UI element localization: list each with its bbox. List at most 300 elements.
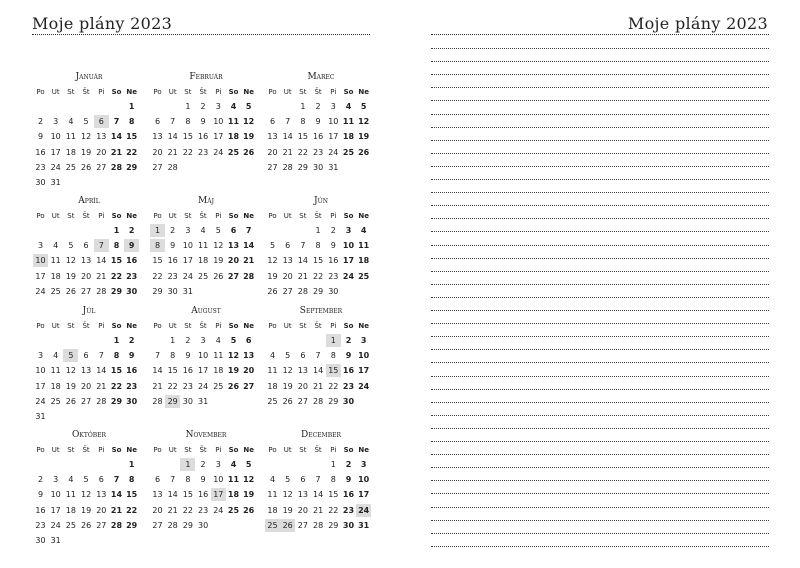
weekday-header: So <box>343 212 354 220</box>
day-cell: 2 <box>128 226 135 235</box>
day-cell: 2 <box>128 336 135 345</box>
day-cell: 9 <box>315 117 321 127</box>
weekday-header: Ne <box>126 446 137 454</box>
note-line <box>431 415 769 416</box>
day-cell: 15 <box>110 366 123 376</box>
day-cell: 13 <box>81 366 92 376</box>
day-cell: 28 <box>313 520 324 530</box>
day-cell: 22 <box>126 505 138 515</box>
day-cell: 6 <box>98 475 104 485</box>
day-cell: 29 <box>328 520 339 530</box>
weekday-header: St <box>184 446 192 454</box>
day-cell: 2 <box>345 336 352 345</box>
weekday-header: St <box>299 88 307 96</box>
day-cell: 14 <box>110 490 123 500</box>
day-cell: 2 <box>37 117 44 127</box>
day-cell: 27 <box>96 520 107 530</box>
day-cell: 28 <box>282 162 293 172</box>
day-cell: 28 <box>96 396 107 406</box>
day-cell: 2 <box>345 460 352 469</box>
day-cell: 23 <box>313 147 324 157</box>
day-cell: 12 <box>282 366 293 376</box>
weekday-header: Po <box>153 322 162 330</box>
day-cell: 14 <box>167 490 178 500</box>
day-cell: 20 <box>227 256 240 266</box>
day-cell: 10 <box>182 241 193 251</box>
day-cell: 1 <box>185 102 191 111</box>
day-cell: 26 <box>227 381 240 391</box>
day-cell: 17 <box>328 132 339 142</box>
weekday-header: St <box>184 212 192 220</box>
day-cell: 11 <box>65 132 76 142</box>
day-cell: 30 <box>342 520 355 530</box>
day-cell: 22 <box>110 271 123 281</box>
weekday-header: Ne <box>126 88 137 96</box>
day-cell: 24 <box>328 147 339 157</box>
day-cell: 4 <box>230 102 237 111</box>
day-cell: 14 <box>243 241 255 251</box>
day-cell: 18 <box>50 381 61 391</box>
day-cell: 8 <box>300 117 306 127</box>
day-cell: 14 <box>313 366 324 376</box>
day-cell: 6 <box>269 117 276 127</box>
day-cell: 8 <box>128 117 135 127</box>
weekday-header: Št <box>314 322 322 330</box>
weekday-header: Ne <box>126 322 137 330</box>
note-line <box>431 349 769 350</box>
day-cell: 29 <box>313 286 324 296</box>
note-line <box>431 441 769 442</box>
weekday-header: Ne <box>358 322 369 330</box>
day-cell: 19 <box>267 271 278 281</box>
day-cell: 22 <box>182 147 193 157</box>
note-line <box>431 493 769 494</box>
day-cell: 11 <box>227 475 240 485</box>
day-cell: 9 <box>330 241 336 251</box>
note-line <box>431 467 769 468</box>
day-cell: 25 <box>198 271 209 281</box>
weekday-header: Št <box>314 446 322 454</box>
weekday-header: Po <box>153 212 162 220</box>
day-cell: 5 <box>285 351 291 361</box>
weekday-header: St <box>67 446 75 454</box>
weekday-header: Pi <box>330 212 337 220</box>
day-cell: 28 <box>96 286 107 296</box>
day-cell: 23 <box>126 271 138 281</box>
day-cell: 11 <box>65 490 76 500</box>
day-cell: 15 <box>110 256 123 266</box>
weekday-header: St <box>67 88 75 96</box>
day-cell: 4 <box>269 351 276 361</box>
day-cell: 20 <box>81 271 92 281</box>
weekday-header: Ne <box>243 446 254 454</box>
day-cell: 1 <box>315 226 321 235</box>
day-cell: 12 <box>81 132 92 142</box>
day-cell: 4 <box>345 102 352 111</box>
day-cell: 7 <box>170 117 176 127</box>
day-cell: 11 <box>358 241 370 251</box>
day-cell: 8 <box>315 241 321 251</box>
note-line <box>431 428 769 429</box>
day-cell: 23 <box>35 520 46 530</box>
day-cell: 5 <box>230 336 237 345</box>
weekday-header: Po <box>36 88 45 96</box>
month-name: Marec <box>307 72 335 82</box>
weekday-header: So <box>111 446 122 454</box>
day-cell: 15 <box>326 364 341 377</box>
note-line <box>431 323 769 324</box>
day-cell: 21 <box>110 147 123 157</box>
day-cell: 29 <box>152 286 163 296</box>
day-cell: 22 <box>167 381 178 391</box>
day-cell: 25 <box>267 396 278 406</box>
day-cell: 21 <box>167 505 178 515</box>
day-cell: 5 <box>360 102 367 111</box>
note-line <box>431 310 769 311</box>
weekday-header: Pi <box>215 322 222 330</box>
day-cell: 15 <box>182 132 193 142</box>
month-name: August <box>191 306 221 316</box>
day-cell: 6 <box>154 117 161 127</box>
weekday-header: Ut <box>168 212 177 220</box>
day-cell: 11 <box>342 117 355 127</box>
weekday-header: Ut <box>283 88 292 96</box>
day-cell: 2 <box>185 336 191 345</box>
day-cell: 31 <box>328 162 339 172</box>
day-cell: 16 <box>126 256 138 266</box>
weekday-header: Pi <box>98 88 105 96</box>
day-cell: 21 <box>243 256 255 266</box>
day-cell: 1 <box>300 102 306 111</box>
day-cell: 16 <box>328 256 339 266</box>
weekday-header: Ut <box>168 322 177 330</box>
day-cell: 18 <box>267 381 278 391</box>
day-cell: 3 <box>215 102 221 111</box>
month-name: Január <box>75 72 103 82</box>
weekday-header: So <box>228 446 239 454</box>
weekday-header: Po <box>268 88 277 96</box>
day-cell: 19 <box>243 132 255 142</box>
day-cell: 21 <box>297 271 308 281</box>
day-cell: 24 <box>358 505 370 515</box>
day-cell: 4 <box>68 117 74 127</box>
day-cell: 8 <box>128 475 135 485</box>
day-cell: 7 <box>94 239 109 252</box>
weekday-header: Ne <box>126 212 137 220</box>
note-line <box>431 100 769 101</box>
weekday-header: Pi <box>98 212 105 220</box>
day-cell: 17 <box>35 381 46 391</box>
day-cell: 10 <box>328 117 339 127</box>
month-name: Február <box>189 72 223 82</box>
day-cell: 11 <box>50 256 61 266</box>
day-cell: 18 <box>227 132 240 142</box>
weekday-header: St <box>184 88 192 96</box>
day-cell: 24 <box>182 271 193 281</box>
weekday-header: So <box>228 322 239 330</box>
day-cell: 3 <box>345 226 352 235</box>
day-cell: 17 <box>342 256 355 266</box>
day-cell: 13 <box>297 366 308 376</box>
weekday-header: Št <box>82 212 90 220</box>
day-cell: 7 <box>315 475 321 485</box>
day-cell: 8 <box>113 241 120 251</box>
day-cell: 1 <box>113 226 120 235</box>
month-name: Apríl <box>78 196 100 206</box>
day-cell: 28 <box>110 162 123 172</box>
weekday-header: Pi <box>215 212 222 220</box>
day-cell: 16 <box>198 490 209 500</box>
day-cell: 29 <box>297 162 308 172</box>
day-cell: 1 <box>330 460 336 469</box>
day-cell: 10 <box>213 117 224 127</box>
day-cell: 4 <box>230 460 237 469</box>
day-cell: 1 <box>128 460 135 469</box>
day-cell: 8 <box>330 475 336 485</box>
day-cell: 17 <box>198 366 209 376</box>
weekday-header: St <box>299 446 307 454</box>
day-cell: 15 <box>126 490 138 500</box>
day-cell: 5 <box>83 475 89 485</box>
day-cell: 28 <box>297 286 308 296</box>
note-line <box>431 87 769 88</box>
day-cell: 30 <box>198 520 209 530</box>
day-cell: 27 <box>267 162 278 172</box>
month-name: Jún <box>314 196 328 206</box>
day-cell: 31 <box>35 412 46 421</box>
day-cell: 19 <box>227 366 240 376</box>
note-line <box>431 140 769 141</box>
day-cell: 2 <box>170 226 176 235</box>
day-cell: 30 <box>35 178 46 187</box>
day-cell: 17 <box>50 505 61 515</box>
day-cell: 10 <box>33 254 48 267</box>
day-cell: 3 <box>200 336 206 345</box>
day-cell: 20 <box>96 505 107 515</box>
day-cell: 24 <box>358 381 370 391</box>
day-cell: 21 <box>152 381 163 391</box>
weekday-header: Ut <box>283 446 292 454</box>
day-cell: 26 <box>358 147 370 157</box>
day-cell: 25 <box>342 147 355 157</box>
day-cell: 9 <box>37 490 44 500</box>
day-cell: 10 <box>198 351 209 361</box>
day-cell: 27 <box>81 286 92 296</box>
note-line <box>431 179 769 180</box>
day-cell: 22 <box>328 505 339 515</box>
weekday-header: Po <box>268 446 277 454</box>
day-cell: 13 <box>81 256 92 266</box>
weekday-header: Ut <box>283 212 292 220</box>
day-cell: 13 <box>297 490 308 500</box>
day-cell: 6 <box>94 115 109 128</box>
day-cell: 18 <box>267 505 278 515</box>
day-cell: 24 <box>342 271 355 281</box>
weekday-header: Ne <box>358 212 369 220</box>
day-cell: 13 <box>243 351 255 361</box>
month-name: Júl <box>82 306 96 316</box>
day-cell: 5 <box>68 241 74 251</box>
day-cell: 18 <box>50 271 61 281</box>
day-cell: 9 <box>37 132 44 142</box>
weekday-header: Št <box>199 212 207 220</box>
weekday-header: Št <box>199 446 207 454</box>
weekday-header: So <box>228 212 239 220</box>
day-cell: 20 <box>152 147 163 157</box>
weekday-header: Pi <box>98 446 105 454</box>
day-cell: 20 <box>297 505 308 515</box>
day-cell: 3 <box>53 475 59 485</box>
weekday-header: Ut <box>168 446 177 454</box>
weekday-header: Pi <box>330 88 337 96</box>
day-cell: 22 <box>110 381 123 391</box>
day-cell: 7 <box>285 117 291 127</box>
weekday-header: Št <box>199 322 207 330</box>
day-cell: 24 <box>35 286 46 296</box>
title-underline-right <box>431 34 769 35</box>
day-cell: 18 <box>65 505 76 515</box>
month-name: Október <box>71 430 107 440</box>
day-cell: 30 <box>126 286 138 296</box>
weekday-header: Po <box>36 322 45 330</box>
day-cell: 25 <box>358 271 370 281</box>
day-cell: 30 <box>182 396 193 406</box>
day-cell: 19 <box>65 381 76 391</box>
day-cell: 11 <box>198 241 209 251</box>
day-cell: 17 <box>50 147 61 157</box>
day-cell: 10 <box>50 490 61 500</box>
day-cell: 5 <box>245 102 252 111</box>
day-cell: 26 <box>280 519 295 532</box>
day-cell: 7 <box>154 351 161 361</box>
day-cell: 18 <box>227 490 240 500</box>
day-cell: 30 <box>35 536 46 545</box>
note-line <box>431 533 769 534</box>
day-cell: 14 <box>313 490 324 500</box>
weekday-header: St <box>299 212 307 220</box>
day-cell: 29 <box>126 520 138 530</box>
day-cell: 9 <box>345 351 352 361</box>
note-line <box>431 362 769 363</box>
day-cell: 14 <box>96 366 107 376</box>
day-cell: 25 <box>227 147 240 157</box>
day-cell: 17 <box>358 490 370 500</box>
day-cell: 6 <box>83 351 89 361</box>
day-cell: 22 <box>152 271 163 281</box>
day-cell: 13 <box>96 490 107 500</box>
note-line <box>431 284 769 285</box>
day-cell: 16 <box>313 132 324 142</box>
weekday-header: Po <box>36 446 45 454</box>
day-cell: 12 <box>282 490 293 500</box>
day-cell: 17 <box>35 271 46 281</box>
weekday-header: Št <box>199 88 207 96</box>
day-cell: 18 <box>198 256 209 266</box>
day-cell: 4 <box>360 226 367 235</box>
day-cell: 20 <box>282 271 293 281</box>
day-cell: 19 <box>243 490 255 500</box>
day-cell: 15 <box>152 256 163 266</box>
weekday-header: Pi <box>215 88 222 96</box>
day-cell: 19 <box>81 505 92 515</box>
day-cell: 18 <box>65 147 76 157</box>
day-cell: 25 <box>65 520 76 530</box>
day-cell: 25 <box>265 519 280 532</box>
note-line <box>431 218 769 219</box>
day-cell: 7 <box>300 241 306 251</box>
note-line <box>431 205 769 206</box>
day-cell: 14 <box>167 132 178 142</box>
day-cell: 26 <box>81 520 92 530</box>
note-line <box>431 271 769 272</box>
day-cell: 23 <box>126 381 138 391</box>
day-cell: 10 <box>358 475 370 485</box>
day-cell: 23 <box>198 505 209 515</box>
day-cell: 6 <box>285 241 291 251</box>
weekday-header: Št <box>82 446 90 454</box>
day-cell: 4 <box>53 351 59 361</box>
day-cell: 28 <box>110 520 123 530</box>
note-line <box>431 192 769 193</box>
day-cell: 21 <box>313 381 324 391</box>
note-line <box>431 61 769 62</box>
day-cell: 28 <box>243 271 255 281</box>
day-cell: 1 <box>180 458 195 471</box>
day-cell: 14 <box>152 366 163 376</box>
day-cell: 19 <box>282 381 293 391</box>
day-cell: 21 <box>96 271 107 281</box>
page-title-left: Moje plány 2023 <box>32 14 173 33</box>
day-cell: 23 <box>35 162 46 172</box>
day-cell: 17 <box>358 366 370 376</box>
day-cell: 27 <box>152 162 163 172</box>
weekday-header: Št <box>82 88 90 96</box>
day-cell: 27 <box>227 271 240 281</box>
day-cell: 6 <box>230 226 237 235</box>
day-cell: 28 <box>152 396 163 406</box>
weekday-header: Po <box>268 322 277 330</box>
weekday-header: St <box>67 212 75 220</box>
day-cell: 26 <box>282 396 293 406</box>
day-cell: 19 <box>358 132 370 142</box>
note-line <box>431 297 769 298</box>
note-line <box>431 74 769 75</box>
day-cell: 9 <box>124 239 139 252</box>
day-cell: 5 <box>285 475 291 485</box>
day-cell: 19 <box>213 256 224 266</box>
day-cell: 24 <box>213 147 224 157</box>
weekday-header: St <box>299 322 307 330</box>
day-cell: 12 <box>358 117 370 127</box>
weekday-header: Pi <box>330 446 337 454</box>
day-cell: 8 <box>185 475 191 485</box>
day-cell: 12 <box>243 475 255 485</box>
day-cell: 10 <box>213 475 224 485</box>
day-cell: 23 <box>342 381 355 391</box>
day-cell: 24 <box>50 520 61 530</box>
day-cell: 29 <box>126 162 138 172</box>
note-line <box>431 376 769 377</box>
weekday-header: Ne <box>358 446 369 454</box>
day-cell: 27 <box>96 162 107 172</box>
day-cell: 8 <box>170 351 176 361</box>
day-cell: 25 <box>227 505 240 515</box>
day-cell: 15 <box>297 132 308 142</box>
day-cell: 5 <box>245 460 252 469</box>
day-cell: 17 <box>213 132 224 142</box>
day-cell: 17 <box>182 256 193 266</box>
day-cell: 12 <box>65 256 76 266</box>
